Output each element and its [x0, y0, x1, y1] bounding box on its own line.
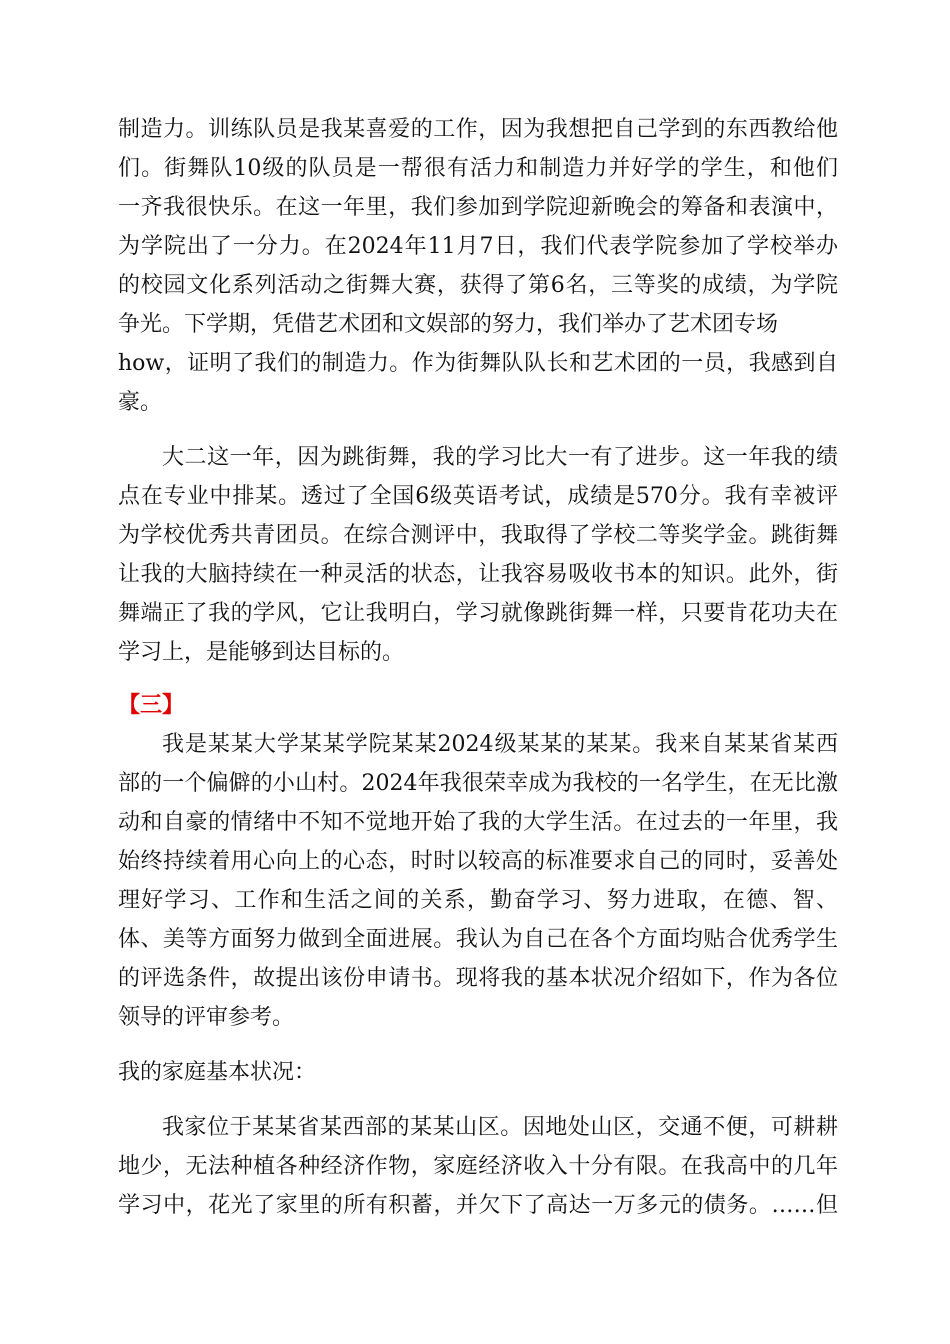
text-line: 舞端正了我的学风，它让我明白，学习就像跳街舞一样，只要肯花功夫在	[118, 601, 838, 626]
text-line: 争光。下学期，凭借艺术团和文娱部的努力，我们举办了艺术团专场	[118, 312, 779, 337]
text-line: 体、美等方面努力做到全面进展。我认为自己在各个方面均贴合优秀学生	[118, 927, 838, 952]
text-line: 点在专业中排某。透过了全国6级英语考试，成绩是570分。我有幸被评	[118, 484, 838, 509]
text-line: 领导的评审参考。	[118, 1005, 295, 1030]
text-line: 大二这一年，因为跳街舞，我的学习比大一有了进步。这一年我的绩	[162, 445, 838, 470]
text-line: 让我的大脑持续在一种灵活的状态，让我容易吸收书本的知识。此外，街	[118, 562, 838, 587]
family-situation-heading: 我的家庭基本状况：	[118, 1060, 317, 1085]
text-line: 的校园文化系列活动之街舞大赛，获得了第6名，三等奖的成绩，为学院	[118, 273, 838, 298]
text-line: 部的一个偏僻的小山村。2024年我很荣幸成为我校的一名学生，在无比激	[118, 771, 838, 796]
text-line: 我家位于某某省某西部的某某山区。因地处山区，交通不便，可耕耕	[162, 1115, 838, 1140]
text-line: 地少，无法种植各种经济作物，家庭经济收入十分有限。在我高中的几年	[118, 1154, 838, 1179]
text-line: 我是某某大学某某学院某某2024级某某的某某。我来自某某省某西	[162, 732, 838, 757]
text-line: 学习中，花光了家里的所有积蓄，并欠下了高达一万多元的债务。……但	[118, 1193, 838, 1218]
text-line: 制造力。训练队员是我某喜爱的工作，因为我想把自己学到的东西教给他	[118, 117, 838, 142]
text-line: 理好学习、工作和生活之间的关系，勤奋学习、努力进取，在德、智、	[118, 888, 838, 913]
text-line: 一齐我很快乐。在这一年里，我们参加到学院迎新晚会的筹备和表演中，	[118, 195, 838, 220]
text-line: 动和自豪的情绪中不知不觉地开始了我的大学生活。在过去的一年里，我	[118, 810, 838, 835]
document-body	[118, 110, 838, 1225]
paragraph-continuation	[118, 110, 838, 422]
text-line: 始终持续着用心向上的心态，时时以较高的标准要求自己的同时，妥善处	[118, 849, 838, 874]
text-line: how，证明了我们的制造力。作为街舞队队长和艺术团的一员，我感到自	[118, 351, 838, 376]
text-line: 为学院出了一分力。在2024年11月7日，我们代表学院参加了学校举办	[118, 234, 838, 259]
text-line: 为学校优秀共青团员。在综合测评中，我取得了学校二等奖学金。跳街舞	[118, 523, 838, 548]
text-line: 豪。	[118, 390, 163, 415]
section-heading: 【三】	[118, 693, 185, 718]
text-line: 的评选条件，故提出该份申请书。现将我的基本状况介绍如下，作为各位	[118, 966, 838, 991]
paragraph-introduction	[118, 725, 838, 1037]
text-line: 学习上，是能够到达目标的。	[118, 640, 405, 665]
text-line: 们。街舞队10级的队员是一帮很有活力和制造力并好学的学生，和他们	[118, 156, 838, 181]
paragraph-study-progress	[118, 438, 838, 672]
paragraph-family-situation	[118, 1108, 838, 1225]
